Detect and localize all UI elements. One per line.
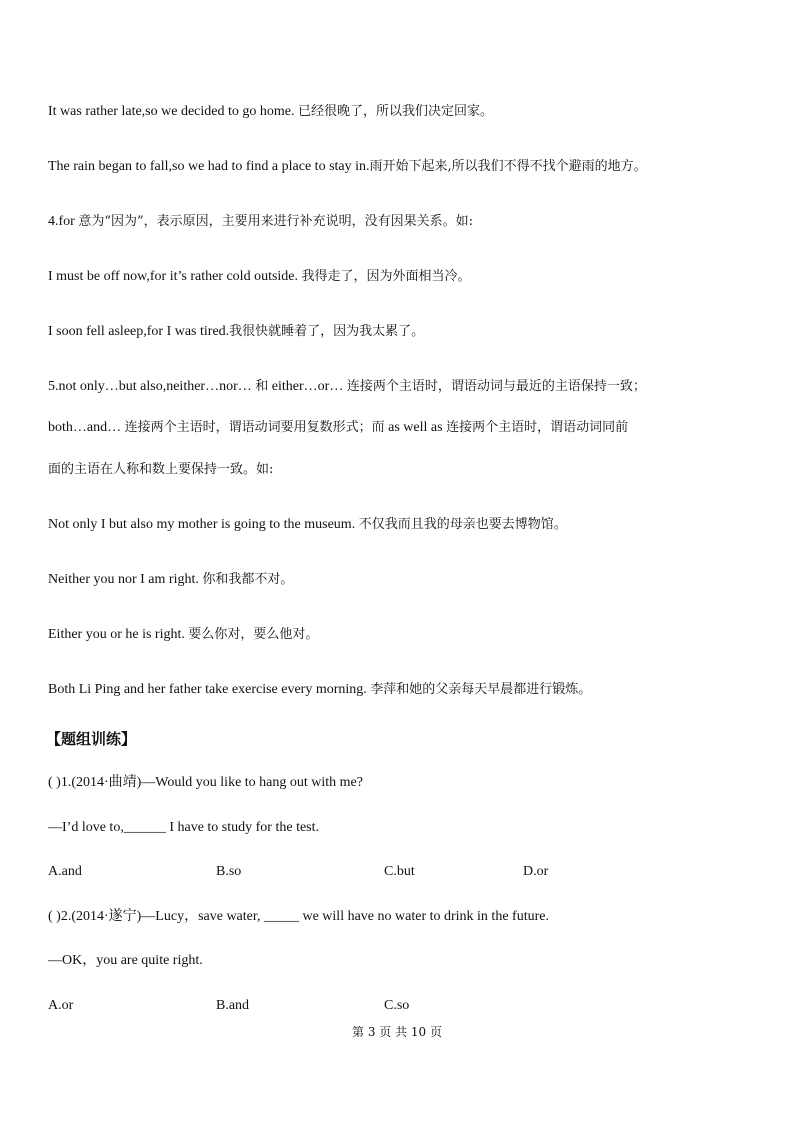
option-c: C.but (384, 864, 415, 879)
english-text: I soon fell asleep,for I was tired. (48, 324, 230, 339)
example-sentence (48, 626, 318, 644)
question-stem: ( )2.(2014·遂宁)—Lucy，save water, _____ we will have no water to drink in the future. (48, 909, 549, 924)
rule-text-en: either…or… (271, 379, 344, 394)
option-a: A.or (48, 998, 74, 1013)
english-text: Either you or he is right. (48, 627, 185, 642)
rule-number: 4.for (48, 214, 75, 229)
rule-text-cn: 连接两个主语时，谓语动词同前 (446, 420, 629, 435)
english-text: Neither you nor I am right. (48, 572, 199, 587)
option-b: B.so (216, 864, 242, 879)
option-b: B.and (216, 998, 250, 1013)
rule-text-en: as well as (388, 420, 443, 435)
rule-text-cn: 连接两个主语时，谓语动词要用复数形式；而 (124, 420, 385, 435)
chinese-translation: 不仅我而且我的母亲也要去博物馆。 (358, 517, 567, 532)
example-sentence (48, 158, 647, 176)
chinese-translation: 要么你对，要么他对。 (188, 627, 319, 642)
section-heading: 【题组训练】 (46, 730, 137, 748)
chinese-translation: 你和我都不对。 (202, 572, 294, 587)
example-sentence (48, 571, 293, 589)
option-a: A.and (48, 864, 82, 879)
example-sentence (48, 516, 567, 534)
grammar-rule-5-line-2 (48, 419, 628, 437)
chinese-translation: 我得走了，因为外面相当冷。 (301, 269, 471, 284)
option-c: C.so (384, 998, 410, 1013)
rule-text-en: 5.not only…but also,neither…nor… (48, 379, 252, 394)
chinese-translation: 我很快就睡着了，因为我太累了。 (229, 324, 425, 339)
english-text: It was rather late,so we decided to go home. (48, 104, 295, 119)
example-sentence (48, 103, 493, 121)
rule-text-cn: 连接两个主语时，谓语动词与最近的主语保持一致； (346, 379, 646, 394)
english-text: Both Li Ping and her father take exercise every morning. (48, 682, 367, 697)
chinese-translation: 李萍和她的父亲每天早晨都进行锻炼。 (370, 682, 592, 697)
rule-text-en: both…and… (48, 420, 122, 435)
option-d: D.or (523, 864, 549, 879)
grammar-rule-4 (48, 213, 473, 231)
rule-text-cn: 和 (255, 379, 269, 394)
english-text: The rain began to fall,so we had to find a place to stay in. (48, 159, 370, 174)
example-sentence (48, 268, 471, 286)
grammar-rule-5-line-3: 面的主语在人称和数上要保持一致。如: (48, 462, 274, 477)
english-text: Not only I but also my mother is going to the museum. (48, 517, 356, 532)
chinese-translation: 已经很晚了，所以我们决定回家。 (297, 104, 493, 119)
english-text: I must be off now,for it’s rather cold outside. (48, 269, 299, 284)
grammar-rule-5-line-1 (48, 378, 646, 396)
example-sentence (48, 323, 424, 341)
rule-text: 意为“因为”，表示原因，主要用来进行补充说明，没有因果关系。如: (78, 214, 474, 229)
page-number-footer: 第 3 页 共 10 页 (352, 1025, 442, 1039)
question-reply: —I’d love to,______ I have to study for the test. (48, 820, 320, 835)
question-stem: ( )1.(2014·曲靖)—Would you like to hang out with me? (48, 775, 363, 790)
chinese-translation: 雨开始下起来,所以我们不得不找个避雨的地方。 (369, 159, 647, 174)
example-sentence (48, 681, 591, 699)
question-reply: —OK，you are quite right. (48, 953, 203, 968)
